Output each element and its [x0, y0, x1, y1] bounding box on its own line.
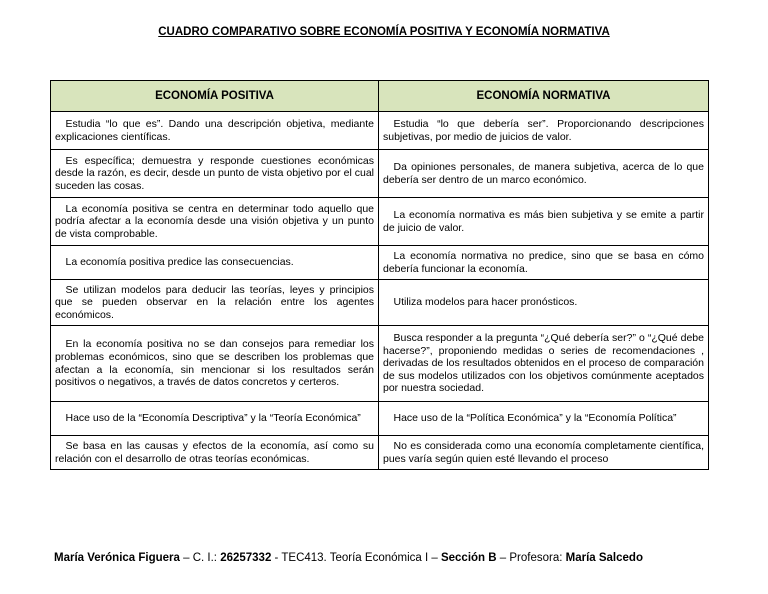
- professor-label: – Profesora:: [496, 552, 566, 564]
- table-row: [51, 280, 709, 326]
- cell-positive: Se basa en las causas y efectos de la economía, así como su relación con el desarrollo de otras teorías económicas.: [51, 436, 379, 470]
- section-name: Sección B: [440, 552, 497, 564]
- footer-credits: [54, 552, 643, 564]
- comparison-table: [50, 80, 709, 470]
- course-info: - TEC413. Teoría Económica I –: [271, 552, 441, 564]
- ci-label: – C. I.:: [179, 552, 221, 564]
- author-name: María Verónica Figuera: [54, 552, 180, 564]
- table-row: [51, 436, 709, 470]
- cell-positive: Hace uso de la “Economía Descriptiva” y la “Teoría Económica”: [51, 402, 379, 436]
- cell-normative: Utiliza modelos para hacer pronósticos.: [379, 280, 709, 326]
- cell-positive: Se utilizan modelos para deducir las teorías, leyes y principios que se pueden observar en la relación entre los agentes económicos.: [51, 280, 379, 326]
- cell-normative: La economía normativa no predice, sino que se basa en cómo debería funcionar la economía.: [379, 246, 709, 280]
- cell-normative: No es considerada como una economía completamente científica, pues varía según quien esté llevando el proceso: [379, 436, 709, 470]
- header-normative: ECONOMÍA NORMATIVA: [379, 81, 709, 112]
- table-row: [51, 246, 709, 280]
- cell-positive: La economía positiva predice las consecuencias.: [51, 246, 379, 280]
- header-positive: ECONOMÍA POSITIVA: [51, 81, 379, 112]
- table-row: [51, 326, 709, 402]
- table-row: [51, 402, 709, 436]
- table-header-row: [51, 81, 709, 112]
- table-row: [51, 112, 709, 150]
- table-row: [51, 150, 709, 198]
- ci-number: 26257332: [220, 552, 272, 564]
- cell-positive: En la economía positiva no se dan consejos para remediar los problemas económicos, sino que se describen los problemas que afectan a la economía, sin mencionar si los resultados serán positivos o negativos, a través de datos concretos y certeros.: [51, 326, 379, 402]
- cell-normative: La economía normativa es más bien subjetiva y se emite a partir de juicio de valor.: [379, 198, 709, 246]
- cell-positive: Es específica; demuestra y responde cuestiones económicas desde la razón, es decir, desde un punto de vista objetivo por el cual suceden las cosas.: [51, 150, 379, 198]
- cell-normative: Da opiniones personales, de manera subjetiva, acerca de lo que debería ser dentro de un marco económico.: [379, 150, 709, 198]
- cell-positive: La economía positiva se centra en determinar todo aquello que podría afectar a la economía desde una visión objetiva y un punto de vista comprobable.: [51, 198, 379, 246]
- cell-normative: Hace uso de la “Política Económica” y la “Economía Política”: [379, 402, 709, 436]
- cell-normative: Busca responder a la pregunta “¿Qué debería ser?” o “¿Qué debe hacerse?”, proponiendo medidas o series de recomendaciones , derivadas de los resultados obtenidos en el proceso de comparación de sus modelos utilizados con los objetivos comúnmente aceptados por nuestra sociedad.: [379, 326, 709, 402]
- cell-normative: Estudia “lo que debería ser”. Proporcionando descripciones subjetivas, por medio de juicios de valor.: [379, 112, 709, 150]
- table-row: [51, 198, 709, 246]
- document-title: CUADRO COMPARATIVO SOBRE ECONOMÍA POSITIVA Y ECONOMÍA NORMATIVA: [158, 26, 610, 38]
- cell-positive: Estudia “lo que es”. Dando una descripción objetiva, mediante explicaciones científicas.: [51, 112, 379, 150]
- professor-name: María Salcedo: [565, 552, 643, 564]
